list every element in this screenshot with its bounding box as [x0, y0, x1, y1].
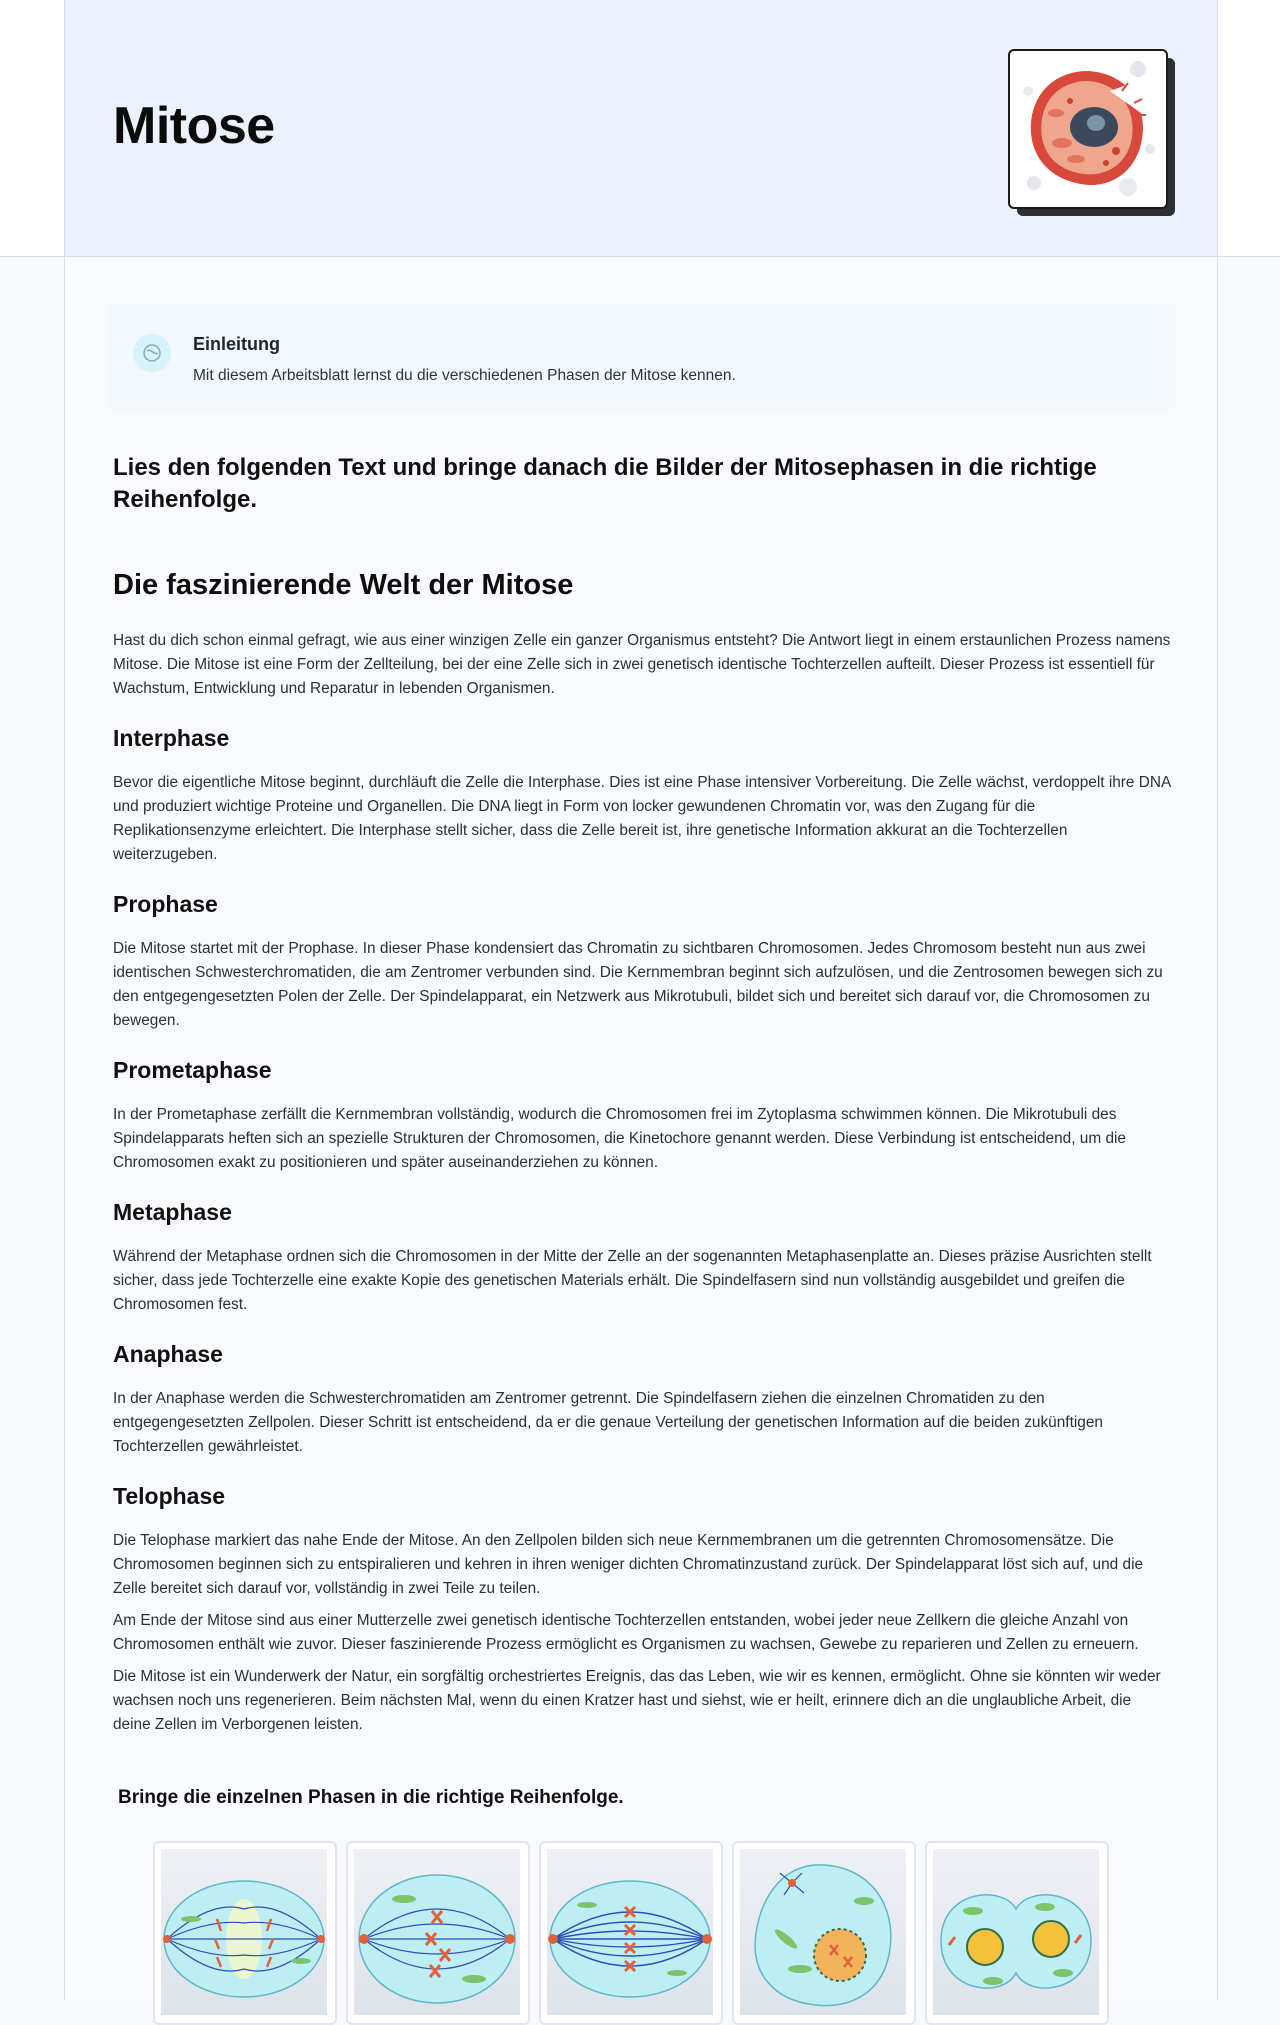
phase-card-3[interactable] — [539, 1841, 723, 2025]
section-heading-prophase: Prophase — [113, 891, 218, 917]
intro-icon — [133, 334, 171, 372]
intro-heading: Einleitung — [193, 334, 280, 354]
phase-card-2[interactable] — [346, 1841, 530, 2025]
section-text-anaphase: In der Anaphase werden die Schwesterchromatiden am Zentromer getrennt. Die Spindelfasern ziehen die einzelnen Chromatiden zu den entgegengesetzten Zellpolen. Dieser Schritt ist entscheidend, da er die genaue Verteilung der genetischen Information auf die beiden zukünftigen Tochterzellen gewährleistet. — [113, 1390, 1103, 1455]
section-text-telophase: Die Telophase markiert das nahe Ende der Mitose. An den Zellpolen bilden sich neue Kernmembranen um die getrennten Chromosomensätze. Die Chromosomen beginnen sich zu entspiralieren und kehren in ihren weniger dichten Chromatinzustand zurück. Der Spindelapparat löst sich auf, und die Zelle bereitet sich darauf vor, vollständig in zwei Teile zu teilen. — [113, 1532, 1144, 1597]
section-heading-metaphase: Metaphase — [113, 1199, 232, 1225]
cell-illustration — [1008, 49, 1168, 209]
task-instruction: Lies den folgenden Text und bringe danach die Bilder der Mitosephasen in die richtige Reihenfolge. — [113, 454, 1097, 513]
phase-card-4[interactable] — [732, 1841, 916, 2025]
section-heading-anaphase: Anaphase — [113, 1341, 223, 1367]
article-title: Die faszinierende Welt der Mitose — [113, 569, 574, 601]
metaphase-spindle-image — [547, 1849, 713, 2015]
article-intro: Hast du dich schon einmal gefragt, wie aus einer winzigen Zelle ein ganzer Organismus entsteht? Die Antwort liegt in einem erstaunlichen Prozess namens Mitose. Die Mitose ist eine Form der Zellteilung, bei der eine Zelle sich in zwei genetisch identische Tochterzellen aufteilt. Dieser Prozess ist essentiell für Wachstum, Entwicklung und Reparatur in lebenden Organismen. — [113, 632, 1171, 697]
hero-banner — [65, 0, 1217, 257]
page-title: Mitose — [113, 97, 275, 155]
section-text-interphase: Bevor die eigentliche Mitose beginnt, durchläuft die Zelle die Interphase. Dies ist eine Phase intensiver Vorbereitung. Die Zelle wächst, verdoppelt ihre DNA und produziert wichtige Proteine und Organellen. Die DNA liegt in Form von locker gewundenen Chromatin vor, was den Zugang für die Replikationsenzyme erleichtert. Die Interphase stellt sicher, dass die Zelle bereit ist, ihre genetische Information akkurat an die Tochterzellen weiterzugeben. — [113, 774, 1171, 863]
worksheet-page — [64, 0, 1218, 2000]
intro-text: Mit diesem Arbeitsblatt lernst du die verschiedenen Phasen der Mitose kennen. — [193, 367, 736, 384]
metaphase-image — [354, 1849, 520, 2015]
conclusion-paragraph-1: Am Ende der Mitose sind aus einer Mutterzelle zwei genetisch identische Tochterzellen entstanden, wobei jeder neue Zellkern die gleiche Anzahl von Chromosomen enthält wie zuvor. Dieser faszinierende Prozess ermöglicht es Organismen zu wachsen, Gewebe zu reparieren und Zellen zu erneuern. — [113, 1612, 1139, 1653]
section-text-metaphase: Während der Metaphase ordnen sich die Chromosomen in der Mitte der Zelle an der sogenannten Metaphasenplatte an. Dieses präzise Ausrichten stellt sicher, dass jede Tochterzelle eine exakte Kopie des genetischen Materials erhält. Die Spindelfasern sind nun vollständig ausgebildet und greifen die Chromosomen fest. — [113, 1248, 1152, 1313]
article — [113, 567, 1173, 1745]
ordering-task-heading: Bringe die einzelnen Phasen in die richtige Reihenfolge. — [118, 1787, 624, 1808]
section-text-prophase: Die Mitose startet mit der Prophase. In dieser Phase kondensiert das Chromatin zu sichtbaren Chromosomen. Jedes Chromosom besteht nun aus zwei identischen Schwesterchromatiden, die am Zentromer verbunden sind. Die Kernmembran beginnt sich aufzulösen, und die Zentrosomen bewegen sich zu den entgegengesetzten Polen der Zelle. Der Spindelapparat, ein Netzwerk aus Mikrotubuli, bildet sich und bereitet sich darauf vor, die Chromosomen zu bewegen. — [113, 940, 1163, 1029]
animal-cell-icon — [1010, 51, 1166, 207]
prophase-image — [740, 1849, 906, 2015]
phase-card-5[interactable] — [925, 1841, 1109, 2025]
telophase-image — [933, 1849, 1099, 2015]
phase-card-1[interactable] — [153, 1841, 337, 2025]
section-heading-telophase: Telophase — [113, 1483, 226, 1509]
section-text-prometaphase: In der Prometaphase zerfällt die Kernmembran vollständig, wodurch die Chromosomen frei im Zytoplasma schwimmen können. Die Mikrotubuli des Spindelapparats heften sich an spezielle Strukturen der Chromosomen, die Kinetochore genannt werden. Diese Verbindung ist entscheidend, um die Chromosomen exakt zu positionieren und später auseinanderziehen zu können. — [113, 1106, 1126, 1171]
conclusion-paragraph-2: Die Mitose ist ein Wunderwerk der Natur, ein sorgfältig orchestriertes Ereignis, das das Leben, wie wir es kennen, ermöglicht. Ohne sie könnten wir weder wachsen noch uns regenerieren. Beim nächsten Mal, wenn du einen Kratzer hast und siehst, wie er heilt, erinnere dich an die unglaubliche Arbeit, die deine Zellen im Verborgenen leisten. — [113, 1668, 1161, 1733]
section-heading-prometaphase: Prometaphase — [113, 1057, 272, 1083]
anaphase-image — [161, 1849, 327, 2015]
intro-box — [107, 304, 1177, 410]
section-heading-interphase: Interphase — [113, 725, 230, 751]
